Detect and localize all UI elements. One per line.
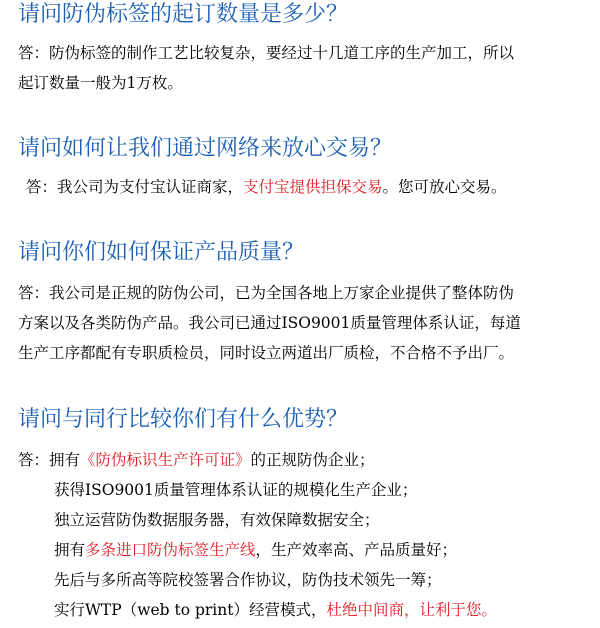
answer-line: 生产工序都配有专职质检员，同时设立两道出厂质检，不合格不予出厂。 <box>18 344 515 362</box>
highlight-text: 杜绝中间商，让利于您。 <box>326 601 497 619</box>
item-text: 获得ISO9001质量管理体系认证的规模化生产企业； <box>54 481 418 499</box>
item-text: 先后与多所高等院校签署合作协议，防伪技术领先一筹； <box>54 571 442 589</box>
faq-answer-1 <box>18 38 594 98</box>
item-text: 的正规防伪企业； <box>250 451 375 469</box>
highlight-text: 多条进口防伪标签生产线 <box>85 541 256 559</box>
answer-text: 答：我公司为支付宝认证商家， <box>26 178 244 196</box>
highlight-text: 《防伪标识生产许可证》 <box>80 451 251 469</box>
answer-line: 方案以及各类防伪产品。我公司已通过ISO9001质量管理体系认证，每道 <box>18 314 521 332</box>
advantage-item <box>18 565 594 595</box>
faq-answer-3 <box>18 278 594 368</box>
faq-answer-2 <box>26 172 594 202</box>
faq-question-3: 请问你们如何保证产品质量？ <box>18 240 305 265</box>
item-text: 拥有 <box>49 451 81 469</box>
answer-line: 起订数量一般为1万枚。 <box>18 74 183 92</box>
faq-question-4: 请问与同行比较你们有什么优势？ <box>18 407 349 432</box>
advantage-item <box>18 505 594 535</box>
answer-line: 答：我公司是正规的防伪公司，已为全国各地上万家企业提供了整体防伪 <box>18 284 515 302</box>
answer-line: 答：防伪标签的制作工艺比较复杂，要经过十几道工序的生产加工，所以 <box>18 44 515 62</box>
item-text: 独立运营防伪数据服务器，有效保障数据安全； <box>54 511 380 529</box>
faq-answer-4 <box>18 445 594 625</box>
highlight-text: 支付宝提供担保交易 <box>243 178 383 196</box>
faq-question-2: 请问如何让我们通过网络来放心交易？ <box>18 136 393 161</box>
item-text: 拥有 <box>54 541 86 559</box>
advantage-item <box>18 535 594 565</box>
answer-text: 。您可放心交易。 <box>382 178 507 196</box>
faq-question-1: 请问防伪标签的起订数量是多少？ <box>18 2 349 27</box>
advantage-item <box>18 595 594 625</box>
advantage-item <box>18 475 594 505</box>
advantage-item <box>18 445 594 475</box>
item-text: 实行WTP（web to print）经营模式， <box>54 601 327 619</box>
answer-label: 答： <box>18 451 50 469</box>
item-text: ，生产效率高、产品质量好； <box>255 541 458 559</box>
answer-line <box>26 172 594 202</box>
